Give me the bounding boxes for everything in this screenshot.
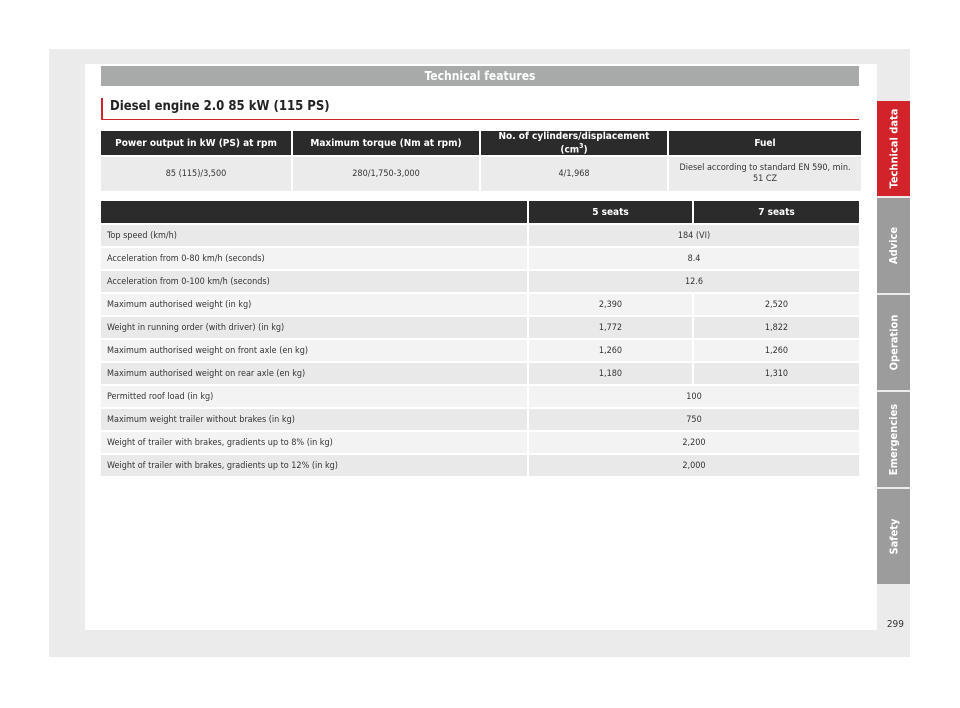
row-value-shared: 2,200 bbox=[529, 430, 859, 453]
column-header-cylinders-text: No. of cylinders/displacement (cm bbox=[498, 131, 650, 156]
specs-table bbox=[99, 201, 861, 476]
row-value-5-seats: 2,390 bbox=[529, 292, 692, 315]
row-value-shared: 100 bbox=[529, 384, 859, 407]
row-value-7-seats: 1,260 bbox=[694, 338, 859, 361]
engine-table-row bbox=[101, 155, 861, 191]
table-row bbox=[101, 453, 859, 476]
table-row bbox=[101, 430, 859, 453]
column-header-cylinders bbox=[481, 131, 667, 155]
row-label: Weight in running order (with driver) (in kg) bbox=[101, 315, 527, 338]
tab-label: Advice bbox=[887, 226, 901, 265]
cell-cylinders: 4/1,968 bbox=[481, 155, 667, 191]
table-row bbox=[101, 338, 859, 361]
side-tabs bbox=[877, 101, 910, 586]
tab-operation[interactable] bbox=[877, 295, 910, 390]
row-value-7-seats: 1,310 bbox=[694, 361, 859, 384]
row-label: Maximum authorised weight on rear axle (en kg) bbox=[101, 361, 527, 384]
tab-advice[interactable] bbox=[877, 198, 910, 293]
tab-technical-data[interactable] bbox=[877, 101, 910, 196]
row-label: Top speed (km/h) bbox=[101, 223, 527, 246]
section-header: Technical features bbox=[101, 66, 859, 86]
engine-table-header-row bbox=[101, 131, 861, 155]
tab-label: Operation bbox=[887, 314, 900, 371]
column-header-close-paren: ) bbox=[583, 144, 588, 156]
cell-power: 85 (115)/3,500 bbox=[101, 155, 291, 191]
table-row bbox=[101, 246, 859, 269]
row-value-5-seats: 1,772 bbox=[529, 315, 692, 338]
column-header-torque: Maximum torque (Nm at rpm) bbox=[293, 131, 479, 155]
tab-label: Emergencies bbox=[887, 403, 901, 476]
row-value-shared: 184 (VI) bbox=[529, 223, 859, 246]
column-header-power: Power output in kW (PS) at rpm bbox=[101, 131, 291, 155]
tab-emergencies[interactable] bbox=[877, 392, 910, 487]
row-label: Weight of trailer with brakes, gradients up to 12% (in kg) bbox=[101, 453, 527, 476]
table-row bbox=[101, 315, 859, 338]
table-row bbox=[101, 361, 859, 384]
table-row bbox=[101, 407, 859, 430]
row-value-shared: 8.4 bbox=[529, 246, 859, 269]
row-value-7-seats: 2,520 bbox=[694, 292, 859, 315]
page-title: Diesel engine 2.0 85 kW (115 PS) bbox=[101, 98, 859, 120]
tab-label: Technical data bbox=[887, 108, 900, 189]
row-label: Acceleration from 0-100 km/h (seconds) bbox=[101, 269, 527, 292]
table-row bbox=[101, 223, 859, 246]
superscript-3: 3 bbox=[579, 142, 584, 150]
specs-table-header-row bbox=[101, 201, 859, 223]
tab-safety[interactable] bbox=[877, 489, 910, 584]
row-label: Maximum authorised weight on front axle (en kg) bbox=[101, 338, 527, 361]
cell-fuel: Diesel according to standard EN 590, min. 51 CZ bbox=[669, 155, 861, 191]
column-header-5-seats: 5 seats bbox=[529, 201, 692, 223]
column-header-blank bbox=[101, 201, 527, 223]
column-header-fuel: Fuel bbox=[669, 131, 861, 155]
row-label: Permitted roof load (in kg) bbox=[101, 384, 527, 407]
table-row bbox=[101, 269, 859, 292]
engine-table bbox=[99, 131, 863, 191]
row-value-5-seats: 1,180 bbox=[529, 361, 692, 384]
table-row bbox=[101, 292, 859, 315]
row-label: Acceleration from 0-80 km/h (seconds) bbox=[101, 246, 527, 269]
tab-label: Safety bbox=[887, 518, 901, 555]
row-value-shared: 750 bbox=[529, 407, 859, 430]
cell-torque: 280/1,750-3,000 bbox=[293, 155, 479, 191]
page-number: 299 bbox=[886, 619, 904, 630]
row-label: Maximum authorised weight (in kg) bbox=[101, 292, 527, 315]
column-header-7-seats: 7 seats bbox=[694, 201, 859, 223]
row-value-shared: 12.6 bbox=[529, 269, 859, 292]
row-label: Maximum weight trailer without brakes (in kg) bbox=[101, 407, 527, 430]
row-value-shared: 2,000 bbox=[529, 453, 859, 476]
row-value-7-seats: 1,822 bbox=[694, 315, 859, 338]
table-row bbox=[101, 384, 859, 407]
row-value-5-seats: 1,260 bbox=[529, 338, 692, 361]
row-label: Weight of trailer with brakes, gradients up to 8% (in kg) bbox=[101, 430, 527, 453]
